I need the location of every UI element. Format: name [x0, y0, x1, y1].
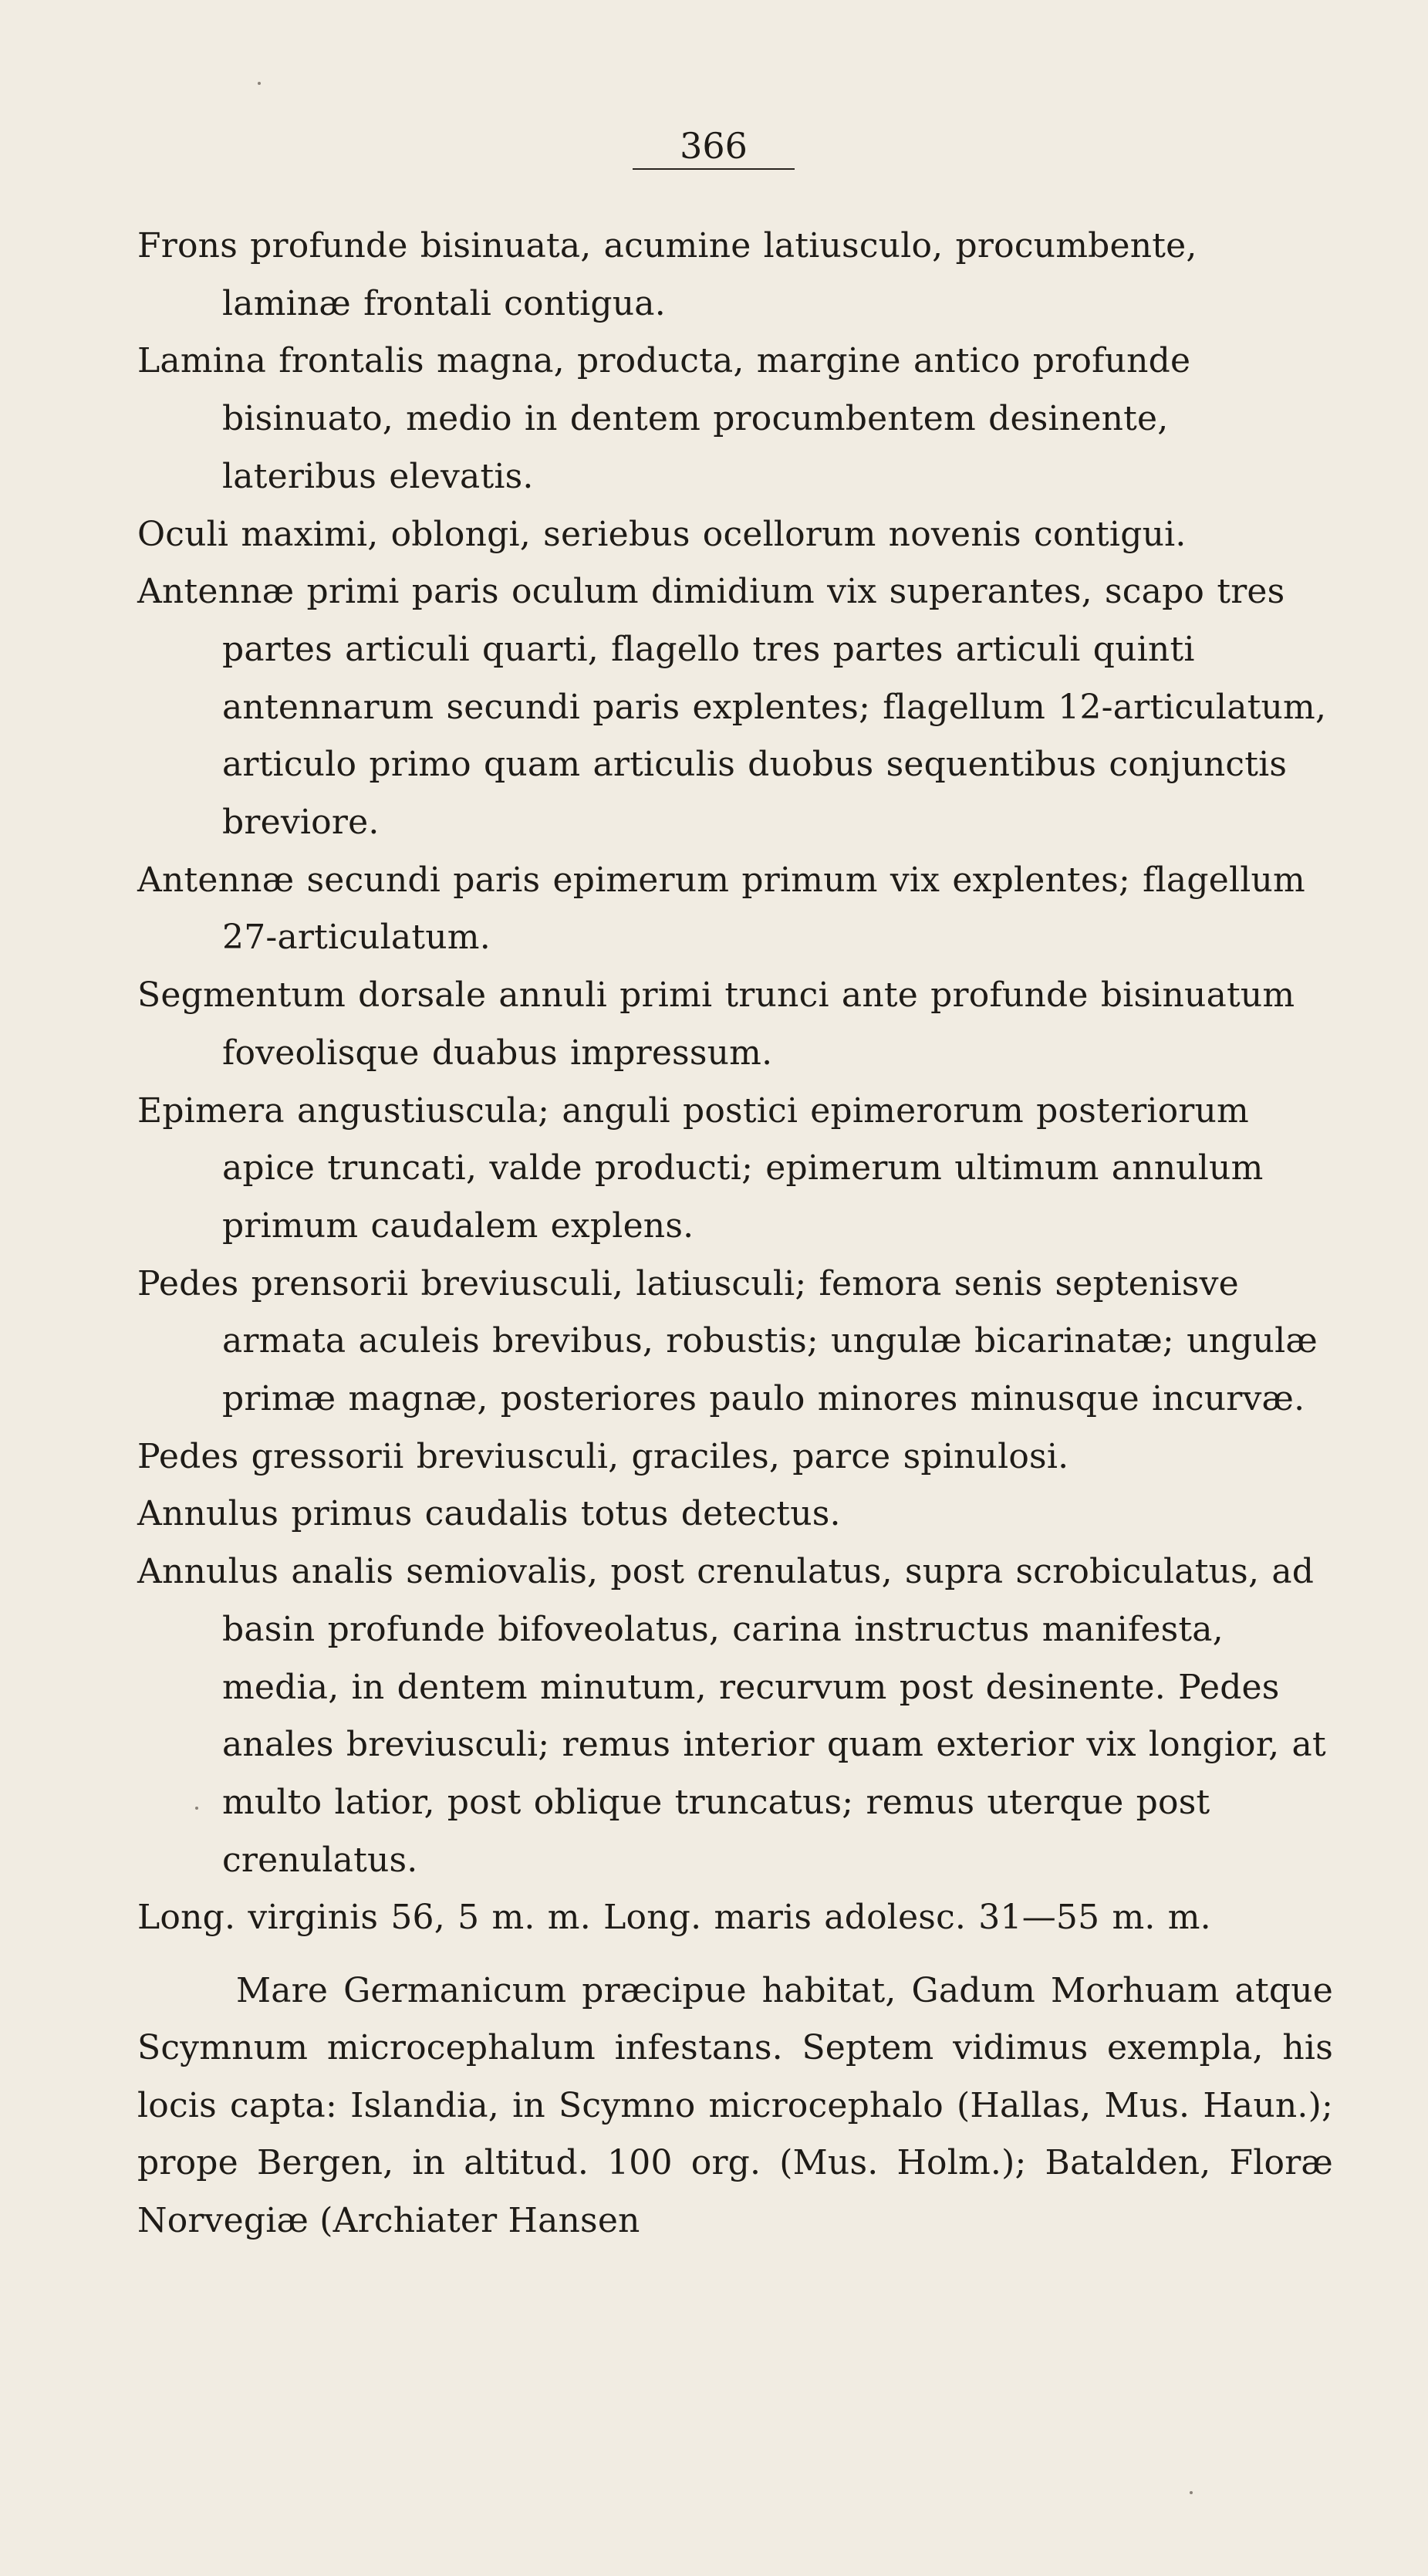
entry-annulus-primus: Annulus primus caudalis totus detectus.: [137, 1494, 841, 1534]
entry-oculi: Oculi maximi, oblongi, seriebus ocellorum novenis contigui.: [137, 514, 1187, 554]
description-list: [137, 218, 1333, 1947]
entry-antennae-secundi: Antennæ secundi paris epimerum primum vix explentes; flagellum 27-articulatum.: [137, 860, 1305, 958]
habitat-section: [137, 1962, 1333, 2250]
entry-segmentum-dorsale: Segmentum dorsale annuli primi trunci ante profunde bisinuatum foveolisque duabus impressum.: [137, 975, 1295, 1073]
page-number-rule: [633, 168, 795, 170]
paper-speck: [1190, 2491, 1193, 2494]
paper-speck: [258, 82, 261, 85]
entry-antennae-primi: Antennæ primi paris oculum dimidium vix superantes, scapo tres partes articuli quarti, flagello tres partes articuli quinti antennarum secundi paris explentes; flagellum 12-articulatum, articulo primo quam articulis duobus sequentibus conjunctis breviore.: [137, 572, 1327, 843]
entry-longitudo: Long. virginis 56, 5 m. m. Long. maris adolesc. 31—55 m. m.: [137, 1898, 1211, 1938]
entry-pedes-prensorii: Pedes prensorii breviusculi, latiusculi; femora senis septenisve armata aculeis brevibus, robustis; ungulæ bicarinatæ; ungulæ primæ magnæ, posteriores paulo minores minusque incurvæ.: [137, 1263, 1318, 1419]
page-number: 366: [680, 125, 748, 167]
entry-epimera: Epimera angustiuscula; anguli postici epimerorum posteriorum apice truncati, valde producti; epimerum ultimum annulum primum caudalem explens.: [137, 1090, 1264, 1246]
entry-pedes-gressorii: Pedes gressorii breviusculi, graciles, parce spinulosi.: [137, 1436, 1069, 1476]
entry-lamina-frontalis: Lamina frontalis magna, producta, margine antico profunde bisinuato, medio in dentem procumbentem desinente, lateribus elevatis.: [137, 341, 1191, 496]
entry-frons: Frons profunde bisinuata, acumine latiusculo, procumbente, laminæ frontali contigua.: [137, 226, 1197, 323]
paper-speck: [195, 1807, 198, 1810]
entry-annulus-analis: Annulus analis semiovalis, post crenulatus, supra scrobiculatus, ad basin profunde bifoveolatus, carina instructus manifesta, media, in dentem minutum, recurvum post desinente. Pedes anales breviusculi; remus interior quam exterior vix longior, at multo latior, post oblique truncatus; remus uterque post crenulatus.: [137, 1552, 1326, 1880]
habitat-paragraph: Mare Germanicum præcipue habitat, Gadum Morhuam atque Scymnum microcephalum infestans. Septem vidimus exempla, his locis capta: Islandia, in Scymno microcephalo (Hallas, Mus. Haun.); prope Bergen, in altitud. 100 org. (Mus. Holm.); Batalden, Floræ Norvegiæ (Archiater Hansen: [137, 1971, 1333, 2240]
